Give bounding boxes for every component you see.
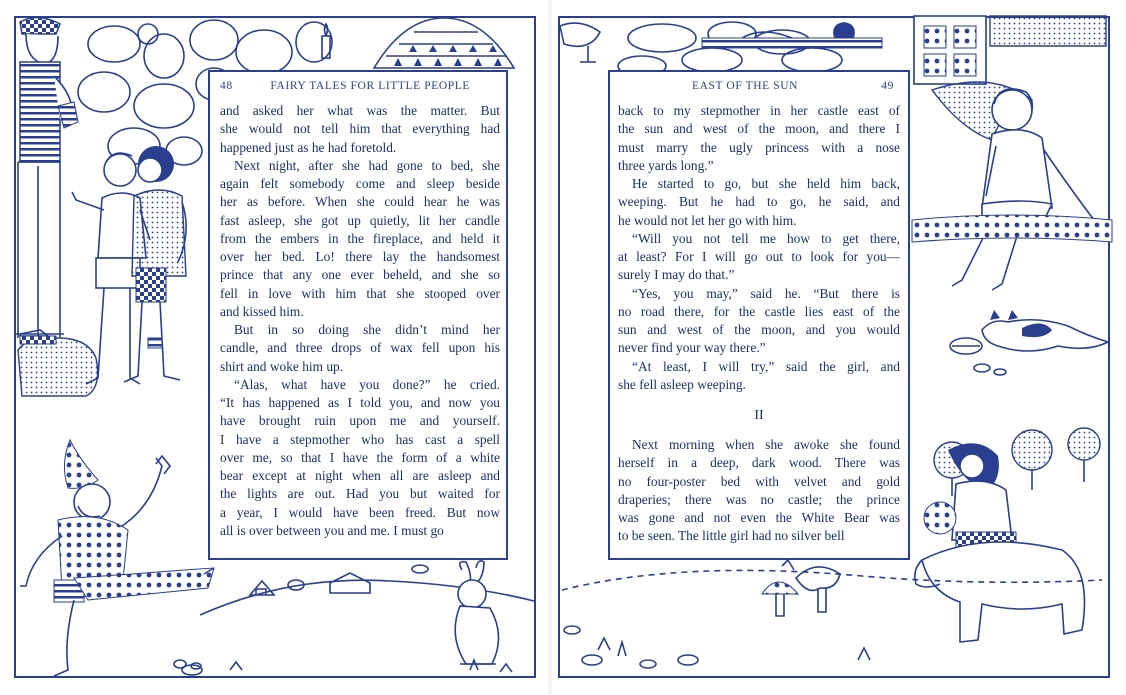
text-line: I have a stepmother who has cast a spell <box>220 431 500 447</box>
text-line: weeping. But he had to go, he said, and <box>618 194 900 210</box>
right-running-head <box>618 80 900 92</box>
left-page <box>0 0 548 695</box>
text-line: again felt somebody come and sleep beside <box>220 176 500 191</box>
text-line: He started to go, but she held him back, <box>632 176 900 191</box>
text-line: at least? For I will go out to look for you— <box>618 249 900 264</box>
text-line: fast asleep, she got up quietly, lit her candle <box>220 212 500 228</box>
text-line: no road there, for the castle lies east of the <box>618 303 900 319</box>
text-line: to be seen. The little girl had no silver bell <box>618 528 845 544</box>
text-line: all is over between you and me. I must go <box>220 522 444 538</box>
text-line: “Will you not tell me how to get there, <box>632 230 900 246</box>
text-line: “It has happened as I told you, and now you <box>220 395 500 410</box>
right-text-panel <box>608 70 910 560</box>
text-line: she would not tell him that everything had <box>220 121 500 137</box>
text-line: “At least, I will try,” said the girl, and <box>632 358 900 374</box>
paragraph <box>618 285 900 358</box>
text-line: Next morning when she awoke she found <box>632 437 900 452</box>
text-line: from the embers in the fireplace, and held it <box>220 230 500 246</box>
section-heading: II <box>754 408 764 423</box>
text-line: over me, so that I have the form of a white <box>220 449 500 465</box>
paragraph <box>220 376 500 540</box>
left-text-panel <box>208 70 508 560</box>
right-body-text-continued <box>618 436 900 546</box>
seated-girl-icon <box>912 70 1112 310</box>
text-line: must marry the ugly princess with a nose <box>618 139 900 155</box>
text-line: Next night, after she had gone to bed, she <box>234 157 500 173</box>
text-line: shirt and woke him up. <box>220 358 344 374</box>
left-page-number: 48 <box>220 80 233 92</box>
text-line: fell in love with him that she stooped over <box>220 285 500 301</box>
text-line: bear except at night when all are asleep and <box>220 468 500 483</box>
text-line: was gone and not even the White Bear was <box>618 510 900 525</box>
text-line: have brought ruin upon me and yourself. <box>220 413 500 429</box>
text-line: never find your way there.” <box>618 340 766 356</box>
text-line: prince that any one ever beheld, and she so <box>220 267 500 283</box>
text-line: she fell asleep weeping. <box>618 376 746 392</box>
two-children-icon <box>60 140 200 400</box>
left-running-head <box>220 80 500 92</box>
text-line: her as before. When she could hear he was <box>220 194 500 210</box>
right-page <box>552 0 1126 695</box>
left-body-text <box>220 102 500 540</box>
paragraph <box>618 175 900 230</box>
paragraph <box>220 102 500 157</box>
paragraph <box>220 321 500 376</box>
text-line: candle, and three drops of wax fell upon his <box>220 340 500 356</box>
text-line: the lights are out. Had you but waited for <box>220 486 500 502</box>
dancing-elf-icon <box>14 440 224 680</box>
cat-with-bowl-icon <box>942 310 1112 380</box>
paragraph <box>618 358 900 395</box>
text-line: herself in a deep, dark wood. There was <box>618 455 900 471</box>
paragraph <box>618 230 900 285</box>
text-line: and kissed him. <box>220 303 304 319</box>
text-line: happened just as he had foretold. <box>220 139 397 155</box>
paragraph <box>618 436 900 546</box>
left-running-title: FAIRY TALES FOR LITTLE PEOPLE <box>270 80 470 92</box>
text-line: a year, I would have been freed. But now <box>220 504 500 520</box>
text-line: three yards long.” <box>618 157 714 173</box>
text-line: “Alas, what have you done?” he cried. <box>234 376 500 392</box>
text-line: draperies; there was no castle; the prince <box>618 491 900 507</box>
meadow-slope-icon <box>558 560 1106 676</box>
right-running-title: EAST OF THE SUN <box>692 80 799 92</box>
ground-stones-icon <box>170 650 530 680</box>
text-line: no four-poster bed with velvet and gold <box>618 473 900 489</box>
right-page-number: 49 <box>881 80 894 92</box>
text-line: But in so doing she didn’t mind her <box>234 322 500 337</box>
text-line: the sun and west of the moon, and there I <box>618 121 900 137</box>
text-line: back to my stepmother in her castle east of <box>618 103 900 118</box>
text-line: “Yes, you may,” said he. “But there is <box>632 285 900 301</box>
text-line: surely I may do that.” <box>618 267 735 283</box>
right-body-text <box>618 102 900 394</box>
text-line: sun and west of the moon, and you would <box>618 322 900 337</box>
paragraph <box>220 157 500 321</box>
text-line: over her bed. Lo! there lay the handsomest <box>220 249 500 264</box>
text-line: he would not let her go with him. <box>618 212 797 228</box>
text-line: and asked her what was the matter. But <box>220 103 500 118</box>
paragraph <box>618 102 900 175</box>
